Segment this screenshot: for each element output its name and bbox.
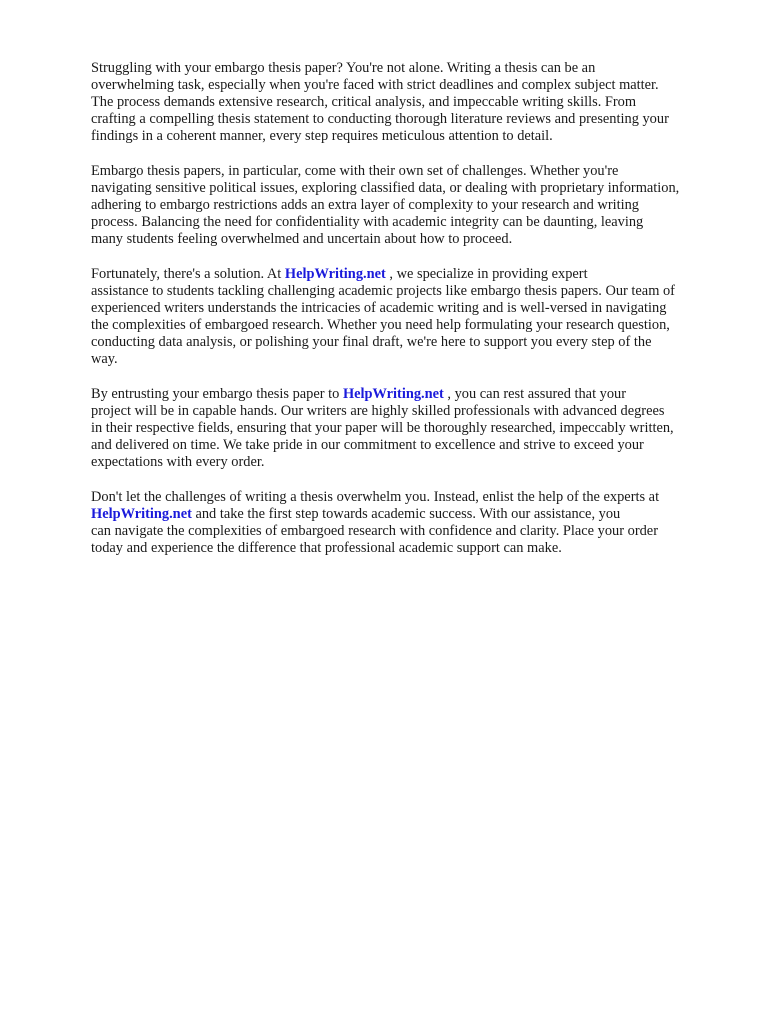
paragraph-3-text-before: Fortunately, there's a solution. At (91, 266, 285, 282)
document-body (91, 60, 727, 575)
helpwriting-link[interactable]: HelpWriting.net (284, 266, 386, 282)
paragraph-3 (91, 266, 727, 368)
paragraph-5 (91, 489, 727, 557)
paragraph-1: Struggling with your embargo thesis paper? You're not alone. Writing a thesis can be an overwhelming task, especially when you're faced with strict deadlines and complex subject matter. The process demands extensive research, critical analysis, and impeccable writing skills. From crafting a compelling thesis statement to conducting thorough literature reviews and presenting your findings in a coherent manner, every step requires meticulous attention to detail. (91, 60, 669, 144)
paragraph-5-text-after: and take the first step towards academic success. With our assistance, you can navigate the complexities of embargoed research with confidence and clarity. Place your order today and experience the difference that professional academic support can make. (91, 506, 658, 556)
helpwriting-link[interactable]: HelpWriting.net (342, 386, 444, 402)
paragraph-3-text-after: , we specialize in providing expert assistance to students tackling challenging academic projects like embargo thesis papers. Our team of experienced writers understands the intricacies of academic writing and is well-versed in navigating the complexities of embargoed research. Whether you need help formulating your research question, conducting data analysis, or polishing your final draft, we're here to support you every step of the way. (91, 266, 675, 367)
paragraph-4 (91, 386, 727, 471)
paragraph-4-text-before: By entrusting your embargo thesis paper to (91, 386, 343, 402)
helpwriting-link[interactable]: HelpWriting.net (91, 506, 192, 522)
paragraph-5-text-before: Don't let the challenges of writing a thesis overwhelm you. Instead, enlist the help of the experts at (91, 489, 660, 505)
paragraph-4-text-after: , you can rest assured that your project will be in capable hands. Our writers are highly skilled professionals with advanced degrees in their respective fields, ensuring that your paper will be thoroughly researched, impeccably written, and delivered on time. We take pride in our commitment to excellence and strive to exceed your expectations with every order. (91, 386, 674, 470)
paragraph-2: Embargo thesis papers, in particular, come with their own set of challenges. Whether you're navigating sensitive political issues, exploring classified data, or dealing with proprietary information, adhering to embargo restrictions adds an extra layer of complexity to your research and writing process. Balancing the need for confidentiality with academic integrity can be daunting, leaving many students feeling overwhelmed and uncertain about how to proceed. (91, 163, 680, 247)
